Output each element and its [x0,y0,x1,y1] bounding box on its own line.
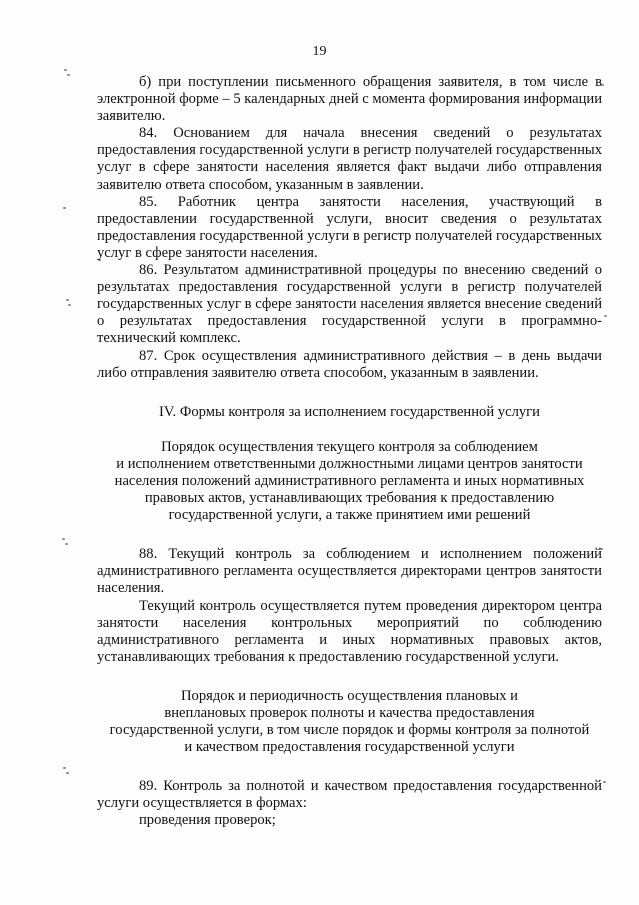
subheading-line: и исполнением ответственными должностными лицами центров занятости [116,455,583,472]
subheading-current-control [97,439,602,524]
subheading-inspections [97,688,602,756]
scan-artifact [65,543,68,545]
scan-artifact [62,538,65,540]
scan-artifact [66,299,69,301]
scan-artifact [67,74,70,76]
subheading-line: государственной услуги, а также принятием ими решений [168,507,531,524]
scan-artifact [66,772,69,774]
scan-artifact [63,767,66,769]
scan-artifact [63,207,66,209]
paragraph-85: 85. Работник центра занятости населения, участвующий в предоставлении государственной услуги, вносит сведения о результатах предоставления государственной услуги в регистр получателей государственных услуг в сфере занятости населения. [97,193,602,261]
subheading-line: Порядок осуществления текущего контроля за соблюдением [161,438,538,455]
paragraph-86: 86. Результатом административной процедуры по внесению сведений о результатах предоставления государственной услуги в регистр получателей государственных услуг в сфере занятости населения является внесение сведений о результатах предоставления государственной услуги в программно-технический комплекс. [97,262,602,347]
subheading-line: населения положений административного регламента и иных нормативных [114,472,585,489]
paragraph-84: 84. Основанием для начала внесения сведений о результатах предоставления государственной услуги в регистр получателей государственных услуг в сфере занятости населения является факт выдачи либо отправления заявителю ответа способом, указанным в заявлении. [97,125,602,193]
scan-artifact [68,304,71,306]
paragraph-89: 89. Контроль за полнотой и качеством предоставления государственной услуги осуществляется в формах: [97,778,602,812]
section-title: IV. Формы контроля за исполнением государственной услуги [159,403,540,420]
document-body [97,74,602,830]
scan-artifact [64,69,67,71]
subheading-line: внеплановых проверок полноты и качества предоставления [164,705,535,721]
scan-artifact [603,781,606,783]
page-number: 19 [312,44,327,59]
scan-artifact [604,315,607,317]
subheading-line: государственной услуги, в том числе порядок и формы контроля за полнотой [109,722,590,739]
subheading-line: Порядок и периодичность осуществления плановых и [181,687,518,704]
subheading-line: и качеством предоставления государственной услуги [184,739,515,756]
paragraph-b: б) при поступлении письменного обращения заявителя, в том числе в электронной форме – 5 календарных дней с момента формирования информации заявителю. [97,74,602,125]
paragraph-88: 88. Текущий контроль за соблюдением и исполнением положений административного регламента осуществляется директорами центров занятости населения. [97,546,602,597]
subheading-line: правовых актов, устанавливающих требования к предоставлению [144,490,555,507]
paragraph-88-continued: Текущий контроль осуществляется путем проведения директором центра занятости населения контрольных мероприятий по соблюдению административного регламента и иных нормативных правовых актов, устанавливающих требования к предоставлению государственной услуги. [97,597,602,665]
paragraph-89-item: проведения проверок; [139,812,276,829]
paragraph-87: 87. Срок осуществления административного действия – в день выдачи либо отправления заявителю ответа способом, указанным в заявлении. [97,347,602,381]
